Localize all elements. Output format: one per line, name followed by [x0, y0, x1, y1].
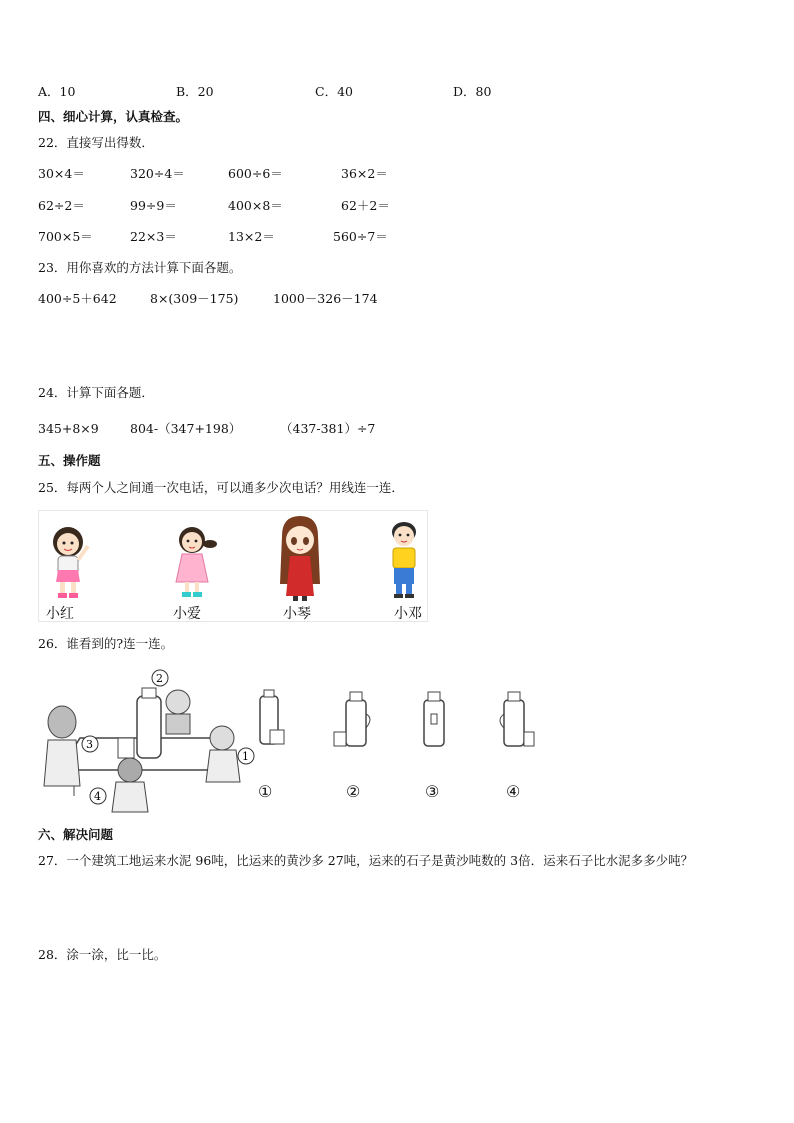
- section-5-heading: 五、操作题: [38, 453, 101, 468]
- view-label: ②: [346, 782, 361, 801]
- q22-item: 13×2＝: [228, 229, 275, 244]
- q25-title: 25．每两个人之间通一次电话，可以通多少次电话？用线连一连．: [38, 480, 404, 495]
- view-label: ④: [506, 782, 521, 801]
- q27-text: 27．一个建筑工地运来水泥 96吨，比运来的黄沙多 27吨，运来的石子是黄沙吨数的 3倍．运来石子比水泥多多少吨？: [38, 853, 694, 868]
- option-b: B．20: [176, 84, 214, 99]
- q23-item: 400÷5＋642: [38, 291, 117, 306]
- svg-text:1: 1: [242, 750, 249, 763]
- q22-item: 99÷9＝: [130, 198, 177, 213]
- thermos-view-4: [494, 692, 538, 750]
- view-label: ①: [258, 782, 273, 801]
- section-4-heading: 四、细心计算，认真检查。: [38, 109, 189, 124]
- name-label: 小邓: [394, 606, 422, 622]
- thermos-view-1: [256, 690, 286, 750]
- q24-title: 24．计算下面各题．: [38, 385, 154, 400]
- q22-item: 560÷7＝: [333, 229, 388, 244]
- svg-text:2: 2: [156, 672, 163, 685]
- girl-xiaoai-figure: [166, 520, 222, 600]
- girl-xiaohong-figure: [42, 520, 98, 600]
- q22-item: 30×4＝: [38, 166, 85, 181]
- section-6-heading: 六、解决问题: [38, 827, 114, 842]
- q22-item: 62＋2＝: [341, 198, 390, 213]
- q24-item: 804-（347+198）: [130, 421, 242, 436]
- q22-item: 62÷2＝: [38, 198, 85, 213]
- q24-item: 345+8×9: [38, 421, 99, 436]
- svg-text:3: 3: [86, 738, 93, 751]
- q22-item: 400×8＝: [228, 198, 283, 213]
- q22-item: 320÷4＝: [130, 166, 185, 181]
- q22-item: 22×3＝: [130, 229, 177, 244]
- q22-item: 700×5＝: [38, 229, 93, 244]
- table-scene-illustration: [40, 666, 260, 812]
- q23-item: 1000－326－174: [273, 291, 378, 306]
- girl-xiaoqin-figure: [276, 514, 324, 602]
- q26-title: 26．谁看到的?连一连。: [38, 636, 174, 651]
- q23-item: 8×(309－175): [150, 291, 239, 306]
- option-a: A．10: [38, 84, 76, 99]
- option-c: C．40: [315, 84, 353, 99]
- q23-title: 23．用你喜欢的方法计算下面各题。: [38, 260, 242, 275]
- view-label: ③: [425, 782, 440, 801]
- option-d: D．80: [453, 84, 492, 99]
- svg-text:4: 4: [94, 790, 101, 803]
- thermos-view-3: [420, 692, 450, 750]
- name-label: 小红: [46, 606, 74, 622]
- q22-title: 22．直接写出得数．: [38, 135, 154, 150]
- thermos-view-2: [332, 692, 376, 750]
- name-label: 小爱: [173, 606, 201, 622]
- q22-item: 600÷6＝: [228, 166, 283, 181]
- name-label: 小琴: [283, 606, 311, 622]
- q24-item: （437-381）÷7: [280, 421, 376, 436]
- q22-item: 36×2＝: [341, 166, 388, 181]
- boy-xiaodeng-figure: [384, 518, 424, 600]
- q28-text: 28．涂一涂，比一比。: [38, 947, 167, 962]
